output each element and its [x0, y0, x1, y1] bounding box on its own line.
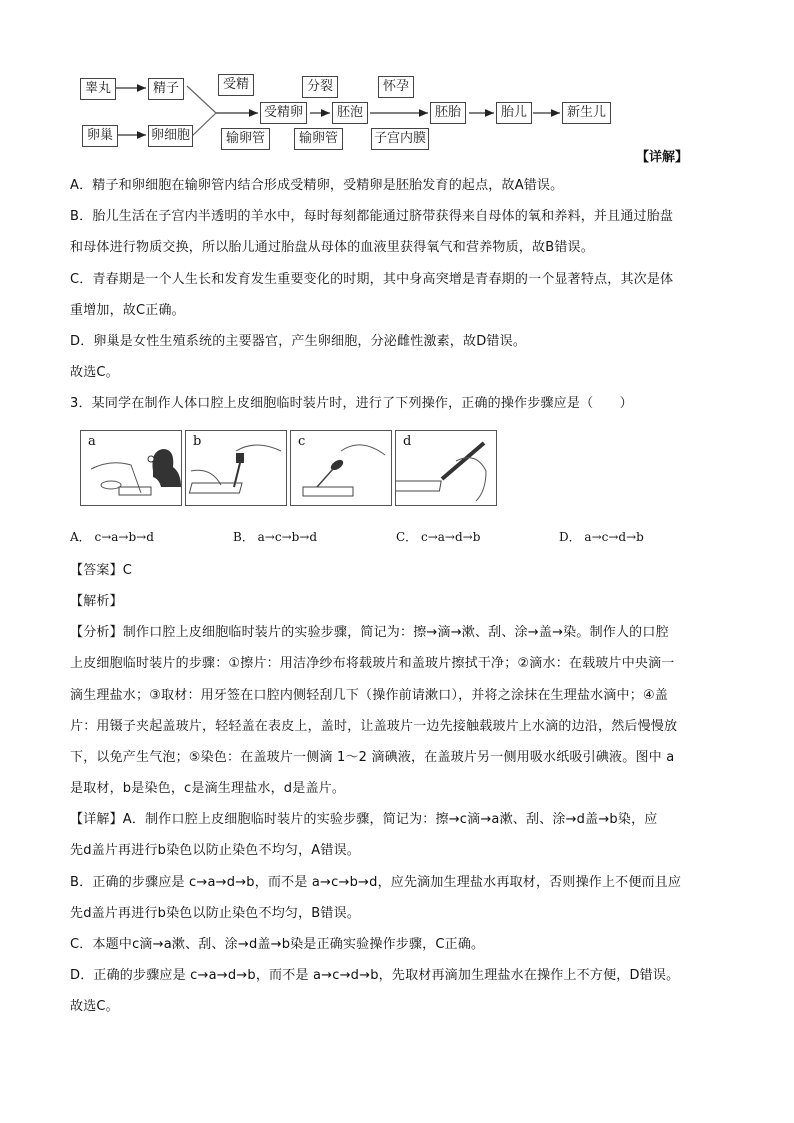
box-oviduct-2: 输卵管 [294, 128, 343, 150]
q2-explanation-c-1: C．青春期是一个人生长和发育发生重要变化的时期，其中身高突增是青春期的一个显著特点，其次是体 [70, 272, 674, 287]
analysis-line-4: 片：用镊子夹起盖玻片，轻轻盖在表皮上，盖时，让盖玻片一边先接触载玻片上水滴的边沿，然后慢慢放 [70, 719, 678, 734]
scraping-illustration-icon [81, 431, 181, 505]
box-fetus: 胎儿 [496, 102, 532, 124]
panel-label-c: c [298, 434, 306, 449]
q2-explanation-c-2: 重增加，故C正确。 [70, 303, 185, 318]
box-pregnancy: 怀孕 [378, 76, 414, 98]
box-embryo: 胚胎 [430, 102, 466, 124]
box-endometrium: 子宫内膜 [371, 128, 429, 150]
merge-line-sperm [187, 86, 216, 113]
analysis-line-2: 上皮细胞临时装片的步骤：①擦片：用洁净纱布将载玻片和盖玻片擦拭干净；②滴水：在载玻片中央滴一 [70, 656, 675, 671]
q2-explanation-b-1: B．胎儿生活在子宫内半透明的羊水中，每时每刻都能通过脐带获得来自母体的氧和养料，并且通过胎盘 [70, 209, 674, 224]
analysis-line-1: 【分析】制作口腔上皮细胞临时装片的实验步骤，简记为：擦→滴→漱、刮、涂→盖→染。制作人的口腔 [70, 625, 669, 640]
analysis-line-3: 滴生理盐水；③取材：用牙签在口腔内侧轻刮几下（操作前请漱口），并将之涂抹在生理盐水滴中；④盖 [70, 688, 669, 703]
panel-d-cover-slip [395, 430, 497, 506]
procedure-figure [80, 430, 497, 506]
answer-options [70, 528, 730, 546]
box-blastocyst: 胚泡 [332, 102, 368, 124]
box-egg: 卵细胞 [148, 125, 193, 147]
staining-illustration-icon [186, 431, 286, 505]
q2-conclusion: 故选C。 [70, 365, 119, 380]
answer-line: 【答案】C [70, 563, 133, 578]
box-newborn: 新生儿 [562, 102, 611, 124]
q2-explanation-a: A．精子和卵细胞在输卵管内结合形成受精卵，受精卵是胚胎发育的起点，故A错误。 [70, 178, 564, 193]
detail-line-2: 先d盖片再进行b染色以防止染色不均匀，A错误。 [70, 843, 360, 858]
detail-line-6: D．正确的步骤应是 c→a→d→b，而不是 a→c→d→b，先取材再滴加生理盐水在操作上不方便，D错误。 [70, 968, 680, 983]
analysis-line-6: 是取材，b是染色，c是滴生理盐水，d是盖片。 [70, 781, 346, 796]
detail-heading: 【详解】 [636, 150, 689, 165]
merge-line-egg [190, 113, 216, 138]
panel-a-scraping [80, 430, 182, 506]
question-3-stem: 3．某同学在制作人体口腔上皮细胞临时装片时，进行了下列操作，正确的操作步骤应是（ ） [70, 396, 633, 411]
dropper-illustration-icon [291, 431, 391, 505]
detail-line-4: 先d盖片再进行b染色以防止染色不均匀，B错误。 [70, 906, 361, 921]
box-zygote: 受精卵 [260, 102, 307, 124]
option-d[interactable]: D． a→c→d→b [559, 530, 644, 544]
panel-label-b: b [193, 434, 202, 449]
box-fertilization: 受精 [218, 74, 254, 96]
detail-line-5: C．本题中c滴→a漱、刮、涂→d盖→b染是正确实验操作步骤，C正确。 [70, 937, 485, 952]
box-sperm: 精子 [148, 78, 184, 100]
panel-c-adding-saline [290, 430, 392, 506]
tweezers-illustration-icon [396, 431, 496, 505]
option-c[interactable]: C． c→a→d→b [396, 530, 481, 544]
panel-label-a: a [88, 434, 96, 449]
q2-explanation-b-2: 和母体进行物质交换，所以胎儿通过胎盘从母体的血液里获得氧气和营养物质，故B错误。 [70, 240, 594, 255]
panel-b-staining [185, 430, 287, 506]
option-a[interactable]: A． c→a→b→d [70, 530, 154, 544]
analysis-line-5: 下，以免产生气泡；⑤染色：在盖玻片一侧滴 1～2 滴碘液，在盖玻片另一侧用吸水纸吸引碘液。图中 a [70, 750, 675, 765]
panel-label-d: d [403, 434, 412, 449]
q2-explanation-d: D．卵巢是女性生殖系统的主要器官，产生卵细胞，分泌雌性激素，故D错误。 [70, 334, 527, 349]
box-ovary: 卵巢 [82, 125, 118, 147]
reproduction-flow-diagram [70, 62, 630, 162]
analysis-heading: 【解析】 [70, 594, 123, 609]
box-division: 分裂 [302, 76, 338, 98]
box-oviduct-1: 输卵管 [221, 128, 270, 150]
detail-line-1: 【详解】A．制作口腔上皮细胞临时装片的实验步骤，简记为：擦→c滴→a漱、刮、涂→d盖→b染，应 [70, 812, 658, 827]
detail-line-3: B．正确的步骤应是 c→a→d→b，而不是 a→c→b→d，应先滴加生理盐水再取材，否则操作上不便而且应 [70, 875, 682, 890]
box-testis: 睾丸 [80, 78, 116, 100]
final-answer-line: 故选C。 [70, 999, 119, 1014]
option-b[interactable]: B． a→c→b→d [233, 530, 318, 544]
